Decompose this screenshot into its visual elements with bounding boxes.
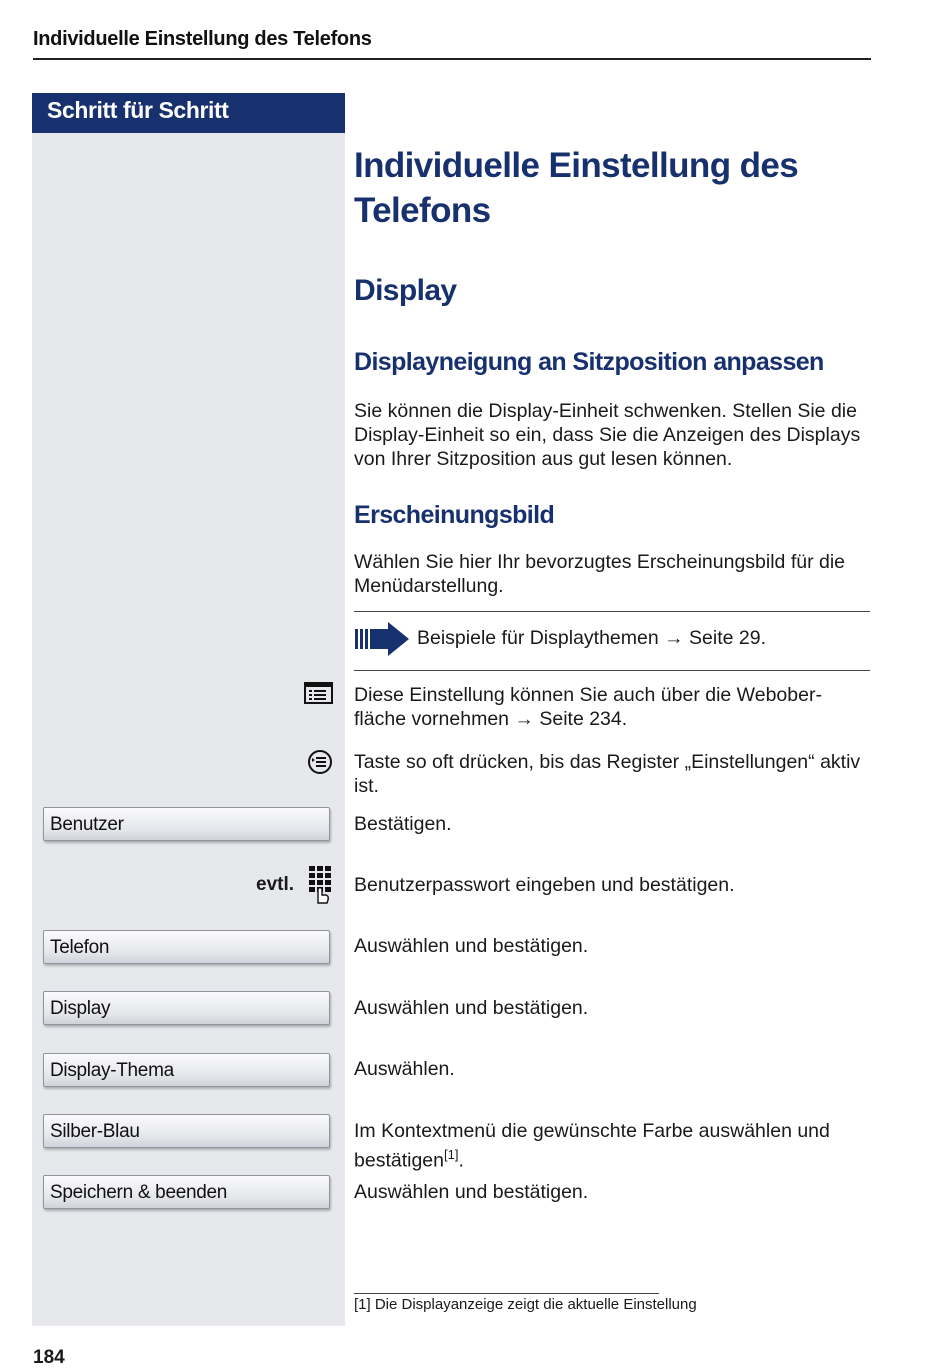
step-text-speichern: Auswählen und bestätigen. xyxy=(354,1181,589,1203)
footnote-text: [1] Die Displayanzeige zeigt die aktuelle Einstellung xyxy=(354,1296,697,1313)
section-title: Display xyxy=(354,274,457,307)
step-text-menu-key: Taste so oft drücken, bis das Register „Einstellungen“ aktiv ist. xyxy=(354,751,861,797)
header-rule xyxy=(33,58,871,60)
note-rule-bottom xyxy=(354,670,870,671)
softkey-display-thema[interactable]: Display-Thema xyxy=(43,1053,330,1087)
note-text: Beispiele für Displaythemen → Seite 29. xyxy=(417,627,767,649)
footnote-reference[interactable]: [1] xyxy=(444,1147,459,1162)
softkey-silber-blau[interactable]: Silber-Blau xyxy=(43,1114,330,1148)
page-number: 184 xyxy=(33,1347,65,1368)
footnote-rule xyxy=(354,1293,659,1294)
softkey-speichern-beenden[interactable]: Speichern & beenden xyxy=(43,1175,330,1209)
web-interface-icon xyxy=(304,682,333,704)
subsection-text-tilt: Sie können die Display-Einheit schwenken. Stellen Sie die Display-Einheit so ein, dass Sie die Anzeigen des Displays von Ihrer Sitzposition aus gut lesen können. xyxy=(354,400,861,470)
keypad-icon xyxy=(308,865,334,905)
menu-key-icon xyxy=(307,749,333,775)
step-text-web-line1: Diese Einstellung können Sie auch über die Webober- xyxy=(354,684,822,706)
subsection-title-appearance: Erscheinungsbild xyxy=(354,501,555,529)
step-text-silber-blau-body: Im Kontextmenü die gewünschte Farbe auswählen und bestätigen xyxy=(354,1120,830,1172)
step-text-telefon: Auswählen und bestätigen. xyxy=(354,935,589,957)
step-text-display: Auswählen und bestätigen. xyxy=(354,997,589,1019)
running-header: Individuelle Einstellung des Telefons xyxy=(33,28,372,50)
step-text-password: Benutzerpasswort eingeben und bestätigen. xyxy=(354,874,735,896)
subsection-text-appearance: Wählen Sie hier Ihr bevorzugtes Erscheinungsbild für die Menüdarstellung. xyxy=(354,551,846,597)
note-arrow-icon xyxy=(354,621,410,657)
step-text-display-thema: Auswählen. xyxy=(354,1058,455,1080)
note-rule-top xyxy=(354,611,870,612)
softkey-display[interactable]: Display xyxy=(43,991,330,1025)
step-column-heading: Schritt für Schritt xyxy=(32,93,345,133)
page-title: Individuelle Einstellung des Telefons xyxy=(354,146,799,230)
step-text-web xyxy=(354,683,874,731)
step-text-benutzer: Bestätigen. xyxy=(354,813,452,835)
softkey-telefon[interactable]: Telefon xyxy=(43,930,330,964)
step-text-silber-blau: Im Kontextmenü die gewünschte Farbe auswählen und bestätigen[1]. xyxy=(354,1120,830,1172)
softkey-benutzer[interactable]: Benutzer xyxy=(43,807,330,841)
step-text-web-line2: fläche vornehmen → Seite 234. xyxy=(354,708,628,730)
subsection-title-tilt: Displayneigung an Sitzposition anpassen xyxy=(354,348,824,376)
optional-label: evtl. xyxy=(256,874,295,895)
